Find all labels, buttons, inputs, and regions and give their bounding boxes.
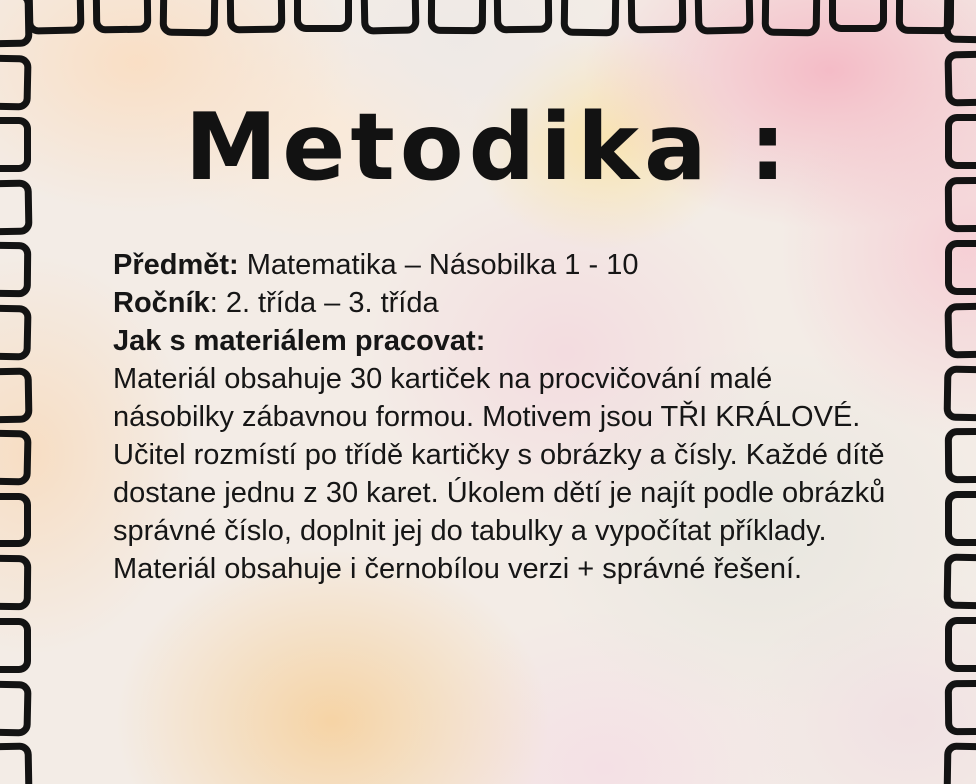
frame-brick: [0, 680, 32, 736]
frame-brick: [360, 0, 419, 35]
frame-brick: [0, 179, 32, 234]
brick-border-right: [945, 0, 976, 784]
page-title: Metodika :: [184, 93, 792, 201]
frame-brick: [628, 0, 687, 33]
frame-brick: [945, 177, 976, 232]
content-block: [113, 246, 897, 588]
frame-brick: [427, 0, 485, 34]
frame-brick: [945, 240, 976, 295]
field-subject-value: Matematika – Násobilka 1 - 10: [246, 249, 639, 281]
field-grade-value: 2. třída – 3. třída: [225, 287, 439, 319]
frame-brick: [0, 618, 31, 673]
frame-brick: [159, 0, 218, 36]
frame-brick: [294, 0, 352, 32]
brick-border-top: [26, 0, 954, 32]
frame-brick: [226, 0, 285, 33]
field-subject: [113, 246, 897, 284]
frame-brick: [0, 242, 31, 297]
frame-brick: [762, 0, 821, 36]
frame-brick: [0, 54, 32, 110]
frame-brick: [945, 491, 976, 546]
frame-brick: [494, 0, 553, 33]
field-grade-separator: :: [209, 287, 218, 319]
frame-brick: [944, 365, 976, 421]
frame-brick: [896, 0, 954, 34]
frame-brick: [944, 743, 976, 784]
brick-border-left: [0, 0, 31, 784]
frame-brick: [93, 0, 152, 33]
frame-brick: [945, 114, 976, 169]
frame-brick: [695, 0, 754, 35]
frame-brick: [0, 305, 32, 361]
section-heading: Jak s materiálem pracovat:: [113, 325, 486, 357]
frame-brick: [0, 743, 32, 784]
frame-brick: [0, 430, 32, 486]
frame-brick: [945, 428, 976, 483]
frame-brick: [0, 117, 31, 172]
frame-brick: [0, 367, 32, 422]
frame-brick: [944, 554, 976, 610]
field-grade-label: Ročník: [113, 287, 210, 319]
frame-brick: [0, 555, 31, 610]
frame-brick: [945, 680, 976, 735]
frame-brick: [829, 0, 887, 32]
frame-brick: [561, 0, 620, 36]
frame-brick: [0, 493, 31, 548]
section-body: Materiál obsahuje 30 kartiček na procvičování malé násobilky zábavnou formou. Motivem jsou TŘI KRÁLOVÉ. Učitel rozmístí po třídě kartičky s obrázky a čísly. Každé dítě dostane jednu z 30 karet. Úkolem dětí je najít podle obrázků správné číslo, doplnit jej do tabulky a vypočítat příklady. Materiál obsahuje i černobílou verzi + správné řešení.: [113, 363, 886, 585]
frame-brick: [944, 50, 976, 106]
frame-brick: [945, 617, 976, 672]
frame-brick: [26, 0, 85, 35]
field-subject-label: Předmět:: [113, 249, 239, 281]
field-grade: [113, 284, 897, 322]
frame-brick: [944, 302, 976, 358]
